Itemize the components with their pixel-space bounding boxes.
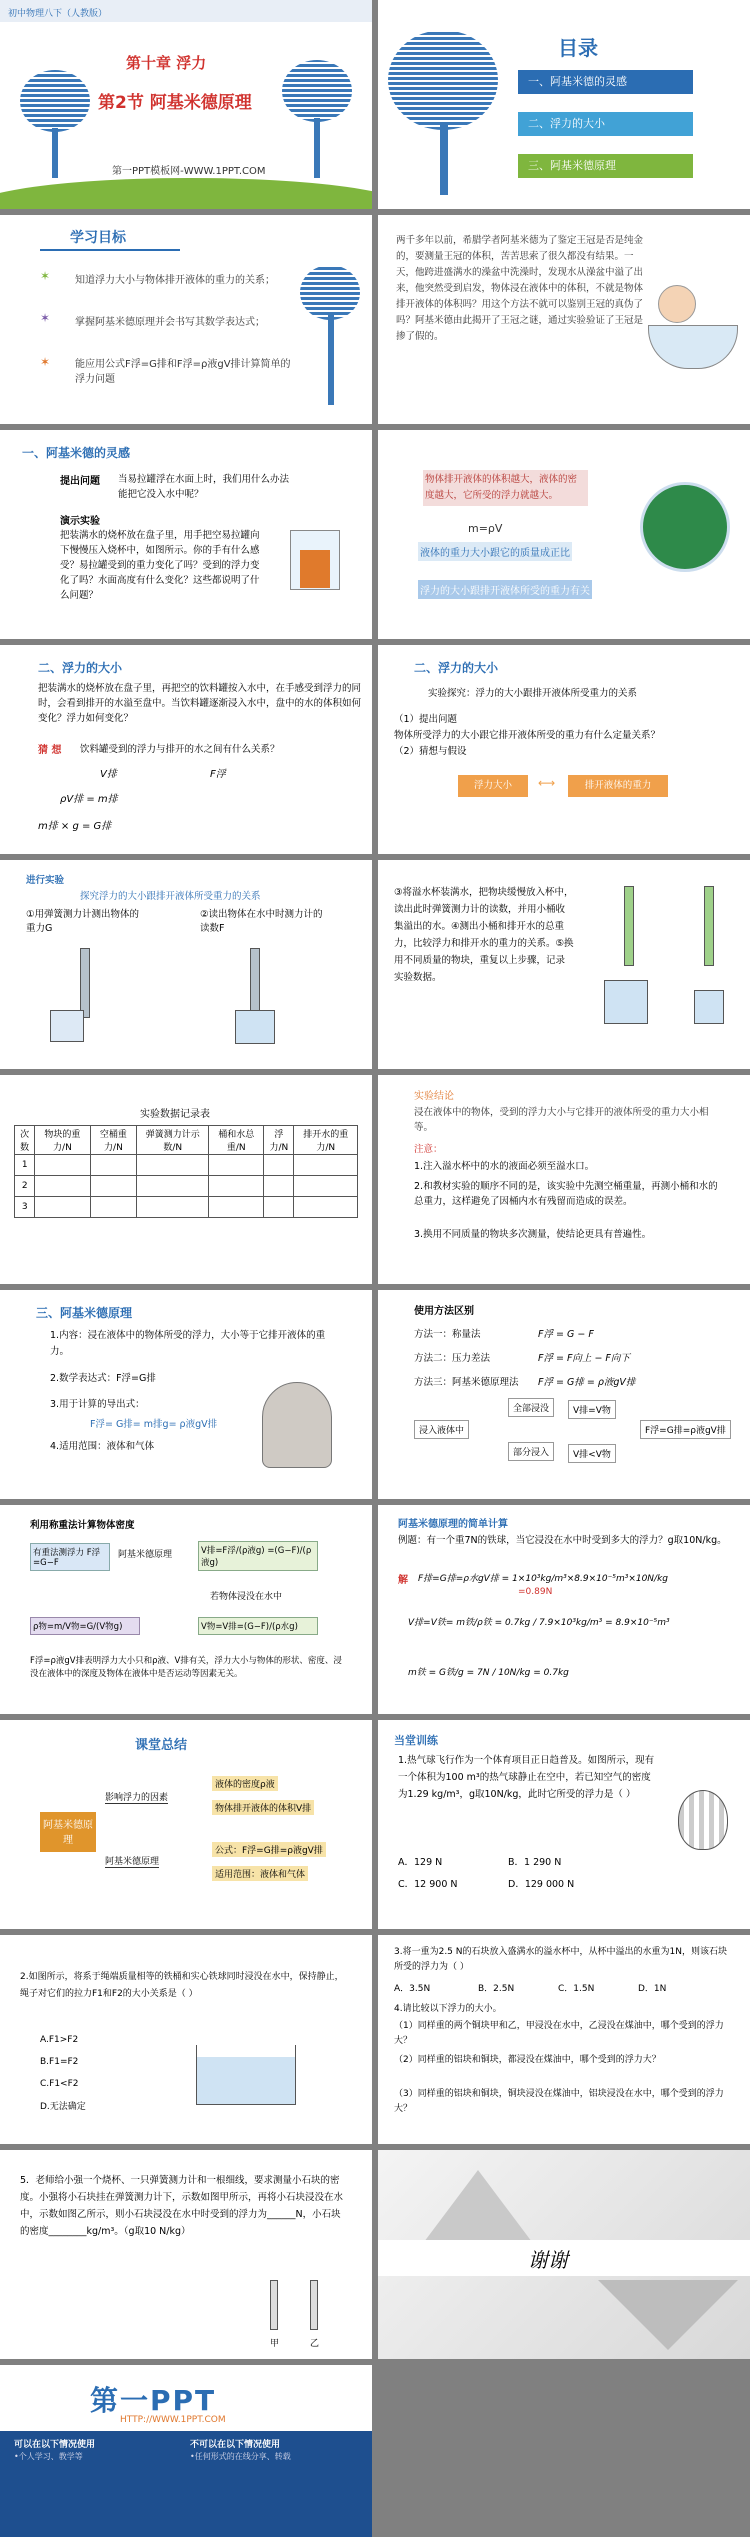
method-2: 方法二：压力差法 xyxy=(414,1353,491,1364)
beaker-icon xyxy=(235,1010,275,1044)
calc-step-4: m铁 = G铁/g = 7N / 10N/kg = 0.7kg xyxy=(408,1668,569,1678)
conclusion-title: 实验结论 xyxy=(414,1091,454,1102)
leaf-volume: 物体排开液体的体积V排 xyxy=(212,1800,314,1815)
slide-footer xyxy=(0,2365,372,2537)
table-title: 实验数据记录表 xyxy=(140,1109,210,1120)
spring-scale-icon xyxy=(704,886,714,966)
section-heading: 二、浮力的大小 xyxy=(38,661,123,675)
method-1: 方法一：称量法 xyxy=(414,1329,481,1340)
buoyancy-box: 浮力大小 xyxy=(458,775,528,797)
branch-1: 影响浮力的因素 xyxy=(105,1790,168,1804)
conclusion-text: 浸在液体中的物体，受到的浮力大小与它排开的液体所受的重力大小相等。 xyxy=(414,1107,709,1133)
table-header: 物块的重力/N xyxy=(35,1126,90,1155)
part-box: 部分浸入 xyxy=(508,1442,554,1461)
section-heading: 一、阿基米德的灵感 xyxy=(22,446,131,460)
weight-box: 排开液体的重力 xyxy=(568,775,668,797)
trunk-icon xyxy=(314,118,320,178)
guess-text: 饮料罐受到的浮力与排开的水之间有什么关系？ xyxy=(80,744,280,755)
trunk-icon xyxy=(328,315,334,405)
calc-question: 例题：有一个重7N的铁球，当它浸没在水中时受到多大的浮力？g取10N/kg。 xyxy=(398,1535,727,1546)
slide-conclusion xyxy=(378,1075,750,1284)
slide-summary xyxy=(0,1720,372,1929)
practice-title: 当堂训练 xyxy=(394,1734,438,1747)
experiment-title: 探究浮力的大小跟排开液体所受重力的关系 xyxy=(80,891,261,902)
option-c[interactable]: C.F1<F2 xyxy=(40,2079,79,2089)
question-4c: （3）同样重的铝块和铜块，铜块浸没在煤油中，铝块浸没在水中，哪个受到的浮力大？ xyxy=(394,2089,724,2114)
slide-practice xyxy=(378,1720,750,1929)
question-text: 物体所受浮力的大小跟它排开液体所受的重力有什么定量关系？ xyxy=(394,730,661,741)
slide-experiment xyxy=(0,860,372,1069)
slide-story xyxy=(378,215,750,424)
star-icon: ✶ xyxy=(40,355,51,369)
question-4a: （1）同样重的两个铜块甲和乙，甲浸没在水中，乙浸没在煤油中，哪个受到的浮力大？ xyxy=(394,2021,724,2046)
full-box: 全部浸没 xyxy=(508,1398,554,1417)
slide-q2 xyxy=(0,1935,372,2144)
slide-toc xyxy=(378,0,750,209)
solution-label: 解 xyxy=(398,1575,408,1586)
label-yi: 乙 xyxy=(310,2339,320,2349)
question-3: 3.将一重为2.5 N的石块放入盛满水的溢水杯中，从杯中溢出的水重为1N，则该石块所受的浮力为（ ） xyxy=(394,1947,727,1972)
slide-buoyancy xyxy=(0,645,372,854)
tree-icon xyxy=(388,30,498,130)
question-2: 2.如图所示，将系于绳端质量相等的铁桶和实心铁球同时浸没在水中，保持静止，绳子对它们的拉力F1和F2的大小关系是（ ） xyxy=(20,1972,344,1999)
table-header: 弹簧测力计示数/N xyxy=(137,1126,209,1155)
data-table xyxy=(14,1125,358,1218)
option-b[interactable]: B.F1=F2 xyxy=(40,2057,79,2067)
summary-title: 课堂总结 xyxy=(135,1738,188,1753)
equals-arrow: ⟷ xyxy=(538,776,556,790)
note-1: 1.注入溢水杯中的水的液面必须至溢水口。 xyxy=(414,1161,595,1172)
question-label: （1）提出问题 xyxy=(394,714,458,725)
table-header: 桶和水总重/N xyxy=(209,1126,264,1155)
section-heading: 二、浮力的大小 xyxy=(414,661,499,675)
table-row xyxy=(15,1197,358,1218)
trunk-icon xyxy=(52,128,58,178)
section-title: 第2节 阿基米德原理 xyxy=(98,93,252,113)
forbidden-title: 不可以在以下情况使用 xyxy=(190,2440,281,2450)
table-header: 空桶重力/N xyxy=(90,1126,137,1155)
forbidden-sub: •任何形式的在线分享、转载 xyxy=(190,2452,291,2461)
table-header: 次数 xyxy=(15,1126,35,1155)
factor-text: 物体排开液体的体积越大，液体的密度越大，它所受的浮力就越大。 xyxy=(423,470,588,506)
toc-item-1[interactable]: 一、阿基米德的灵感 xyxy=(518,70,693,94)
principle-formula: 2.数学表达式：F浮=G排 xyxy=(50,1373,156,1384)
vpart-box: V排<V物 xyxy=(568,1444,616,1463)
principle-label: 阿基米德原理 xyxy=(118,1550,173,1560)
spring-scale-icon xyxy=(250,948,260,1018)
note-2: 2.和教材实验的顺序不同的是，该实验中先测空桶重量，再测小桶和水的总重力，这样避免了因桶内水有残留而造成的误差。 xyxy=(414,1181,718,1207)
brand-logo: 第一PPT xyxy=(90,2384,217,2417)
leaf-scope: 适用范围：液体和气体 xyxy=(212,1866,308,1881)
box-weigh: 有重法测浮力 F浮=G−F xyxy=(30,1543,110,1571)
box-vpai: V排=F浮/(ρ液g) =(G−F)/(ρ液g) xyxy=(198,1541,318,1571)
person-head xyxy=(658,285,696,323)
option-d[interactable]: D．129 000 N xyxy=(508,1879,575,1890)
origami-shape xyxy=(418,2170,538,2250)
slide-thanks xyxy=(378,2150,750,2359)
goal-1: 知道浮力大小与物体排开液体的重力的关系； xyxy=(75,275,275,286)
demo-label: 演示实验 xyxy=(60,516,100,527)
spring-scale-icon xyxy=(80,948,90,1018)
slide-calc xyxy=(378,1505,750,1714)
spring-scale-icon xyxy=(624,886,634,966)
row-index: 1 xyxy=(15,1155,35,1176)
template-label: 第一PPT模板网-WWW.1PPT.COM xyxy=(112,166,266,177)
calc-step-3: V排=V铁= m铁/ρ铁 = 0.7kg / 7.9×10³kg/m³ = 8.9×10⁻⁵m³ xyxy=(408,1618,670,1628)
leaf-formula: 公式：F浮=G排=ρ液gV排 xyxy=(212,1842,326,1857)
step-2: ②读出物体在水中时测力计的读数F xyxy=(200,909,323,934)
question-4b: （2）同样重的铝块和铜块，都浸没在煤油中，哪个受到的浮力大？ xyxy=(394,2055,661,2065)
balloon-icon xyxy=(678,1790,728,1850)
slide-inspiration xyxy=(0,430,372,639)
practice-question: 1.热气球飞行作为一个体育项目正日趋普及。如图所示，现有一个体积为100 m³的热气球静止在空中，若已知空气的密度为1.29 kg/m³，g取10N/kg，此时它所受的浮力是（ ） xyxy=(398,1755,655,1800)
spring-scale-icon xyxy=(270,2280,278,2330)
immerse-label: 若物体浸没在水中 xyxy=(210,1592,283,1602)
option-a[interactable]: A．129 N xyxy=(398,1857,443,1868)
experiment-photo xyxy=(640,482,730,572)
box-density: ρ物=m/V物=G/(V物g) xyxy=(30,1617,140,1635)
option-d[interactable]: D．1N xyxy=(638,1984,667,1994)
tree-icon xyxy=(20,70,90,132)
archimedes-bust-icon xyxy=(262,1382,332,1468)
table-row xyxy=(15,1155,358,1176)
principle-content: 1.内容：浸在液体中的物体所受的浮力，大小等于它排开液体的重力。 xyxy=(50,1330,326,1357)
slide-table xyxy=(0,1075,372,1284)
spring-scale-icon xyxy=(310,2280,318,2330)
tree-icon xyxy=(282,60,352,122)
buoyancy-text: 把装满水的烧杯放在盘子里，再把空的饮料罐按入水中，在手感受到浮力的同时，会看到排开的水溢至盘中。当饮料罐逐渐浸入水中，盘中的水的体积如何变化？浮力如何变化？ xyxy=(38,683,362,724)
option-b[interactable]: B．2.5N xyxy=(478,1984,515,1994)
gravity-text: 液体的重力大小跟它的质量成正比 xyxy=(418,542,572,561)
conclusion-text: 浮力的大小跟排开液体所受的重力有关 xyxy=(418,580,592,599)
calc-title: 阿基米德原理的简单计算 xyxy=(398,1519,508,1530)
question-5: 5．老师给小强一个烧杯、一只弹簧测力计和一根细线，要求测量小石块的密度。小强将小石块挂在弹簧测力计下，示数如图甲所示，再将小石块浸没在水中，示数如图乙所示，则小石块浸没在水中时受到的浮力为______N，小石块的密度________kg/m³。（g取10 N/kg） xyxy=(20,2175,344,2237)
option-a[interactable]: A.F1>F2 xyxy=(40,2035,79,2045)
question-text: 当易拉罐浮在水面上时，我们用什么办法能把它没入水中呢？ xyxy=(118,474,290,500)
method-2-formula: F浮 = F向上 − F向下 xyxy=(538,1353,630,1364)
slide-principle xyxy=(0,1290,372,1499)
method-3: 方法三：阿基米德原理法 xyxy=(414,1377,519,1388)
vfull-box: V排=V物 xyxy=(568,1400,616,1419)
vpai-label: V排 xyxy=(100,769,117,780)
toc-item-2[interactable]: 二、浮力的大小 xyxy=(518,112,693,136)
bathtub-icon xyxy=(648,325,738,369)
bucket-icon xyxy=(694,990,724,1024)
branch-2: 阿基米德原理 xyxy=(105,1854,159,1868)
density-note: F浮=ρ液gV排表明浮力大小只和ρ液、V排有关，浮力大小与物体的形状、密度、浸没在液体中的深度及物体在液体中是否运动等因素无关。 xyxy=(30,1656,342,1679)
summary-center: 阿基米德原理 xyxy=(40,1812,96,1852)
trunk-icon xyxy=(440,125,448,195)
brand-url[interactable]: HTTP://WWW.1PPT.COM xyxy=(120,2415,226,2425)
slide-goals xyxy=(0,215,372,424)
guess-label: 猜 想 xyxy=(38,745,62,756)
methods-title: 使用方法区别 xyxy=(414,1306,474,1317)
derived-formula: F浮= G排= m排g= ρ液gV排 xyxy=(90,1419,218,1430)
option-d[interactable]: D.无法确定 xyxy=(40,2102,86,2112)
experiment-label: 进行实验 xyxy=(26,875,65,886)
allowed-title: 可以在以下情况使用 xyxy=(14,2440,96,2450)
slide-title xyxy=(0,0,372,209)
slide-q3 xyxy=(378,1935,750,2144)
allowed-sub: •个人学习、教学等 xyxy=(14,2452,83,2461)
label-jia: 甲 xyxy=(270,2339,280,2349)
chapter-title: 第十章 浮力 xyxy=(126,54,207,72)
table-row xyxy=(15,1176,358,1197)
goals-title: 学习目标 xyxy=(70,230,126,246)
slide-q5 xyxy=(0,2150,372,2359)
toc-item-3[interactable]: 三、阿基米德原理 xyxy=(518,154,693,178)
inquiry-title: 实验探究：浮力的大小跟排开液体所受重力的关系 xyxy=(428,688,638,699)
immerse-box: 浸入液体中 xyxy=(414,1420,469,1439)
slide-density xyxy=(0,1505,372,1714)
slide-reasoning xyxy=(378,430,750,639)
method-3-formula: F浮 = G排 = ρ液gV排 xyxy=(538,1377,636,1388)
option-a[interactable]: A．3.5N xyxy=(394,1984,431,1994)
fup-label: F浮 xyxy=(210,769,226,780)
tree-icon xyxy=(300,265,360,320)
note-3: 3.换用不同质量的物块多次测量，使结论更具有普遍性。 xyxy=(414,1229,652,1240)
grass-hill xyxy=(0,178,372,209)
star-icon: ✶ xyxy=(40,311,51,325)
can-icon xyxy=(300,550,330,588)
table-header: 排开水的重力/N xyxy=(294,1126,358,1155)
slide-steps xyxy=(378,860,750,1069)
option-c[interactable]: C．12 900 N xyxy=(398,1879,458,1890)
scope-text: 4.适用范围：液体和气体 xyxy=(50,1441,155,1452)
row-index: 3 xyxy=(15,1197,35,1218)
thanks-text: 谢谢 xyxy=(528,2248,568,2272)
option-b[interactable]: B．1 290 N xyxy=(508,1857,562,1868)
step-1: ①用弹簧测力计测出物体的重力G xyxy=(26,909,140,934)
calc-step-1: F排=G排=ρ水gV排 = 1×10³kg/m³×8.9×10⁻⁵m³×10N/kg xyxy=(418,1574,669,1584)
water-tank-icon xyxy=(196,2045,296,2105)
slide-inquiry xyxy=(378,645,750,854)
method-1-formula: F浮 = G − F xyxy=(538,1329,594,1340)
leaf-density: 液体的密度ρ液 xyxy=(212,1776,278,1791)
option-c[interactable]: C．1.5N xyxy=(558,1984,595,1994)
steps-text: ③将溢水杯装满水，把物块缓慢放入杯中，读出此时弹簧测力计的读数，并用小桶收集溢出的水。④测出小桶和排开水的总重力，比较浮力和排开水的重力的关系。⑤换用不同质量的物块，重复以上步骤，记录实验数据。 xyxy=(394,887,574,983)
note-title: 注意： xyxy=(414,1144,443,1155)
slide-methods xyxy=(378,1290,750,1499)
goal-2: 掌握阿基米德原理并会书写其数学表达式； xyxy=(75,317,265,328)
beaker-icon xyxy=(50,1010,84,1042)
result-box: F浮=G排=ρ液gV排 xyxy=(640,1420,731,1439)
guess-label: （2）猜想与假设 xyxy=(394,746,467,757)
mass-formula: m=ρV xyxy=(468,522,503,535)
weight-relation: m排 × g = G排 xyxy=(38,821,112,832)
overflow-cup-icon xyxy=(604,980,648,1024)
title-underline xyxy=(40,249,180,251)
derived-label: 3.用于计算的导出式： xyxy=(50,1399,145,1410)
box-vwu: V物=V排=(G−F)/(ρ水g) xyxy=(198,1617,318,1635)
table-header: 浮力/N xyxy=(264,1126,294,1155)
row-index: 2 xyxy=(15,1176,35,1197)
story-text: 两千多年以前，希腊学者阿基米德为了鉴定王冠是否是纯金的，要测量王冠的体积，苦苦思索了很久都没有结果。一天，他跨进盛满水的澡盆中洗澡时，发现水从澡盆中溢了出来，他突然受到启发，物体浸在液体中的体积，不就是物体排开液体的体积吗？用这个方法不就可以鉴别王冠的真伪了吗？阿基米德由此揭开了王冠之谜，通过实验验证了王冠是掺了假的。 xyxy=(396,235,644,342)
section-heading: 三、阿基米德原理 xyxy=(36,1306,133,1320)
question-4: 4.请比较以下浮力的大小。 xyxy=(394,2004,502,2014)
origami-shape xyxy=(598,2280,738,2350)
course-label: 初中物理八下（人教版） xyxy=(8,9,108,19)
goal-3: 能应用公式F浮=G排和F浮=ρ液gV排计算简单的浮力问题 xyxy=(75,359,291,385)
density-title: 利用称重法计算物体密度 xyxy=(30,1520,135,1531)
calc-step-2: =0.89N xyxy=(518,1587,553,1597)
question-label: 提出问题 xyxy=(60,476,100,487)
mass-relation: ρV排 = m排 xyxy=(60,794,118,805)
demo-text: 把装满水的烧杯放在盘子里，用手把空易拉罐向下慢慢压入烧杯中，如图所示。你的手有什么感受？易拉罐受到的重力变化了吗？受到的浮力变化了吗？水面高度有什么变化？这些都说明了什么问题？ xyxy=(60,530,260,601)
star-icon: ✶ xyxy=(40,269,51,283)
toc-title: 目录 xyxy=(558,36,598,60)
